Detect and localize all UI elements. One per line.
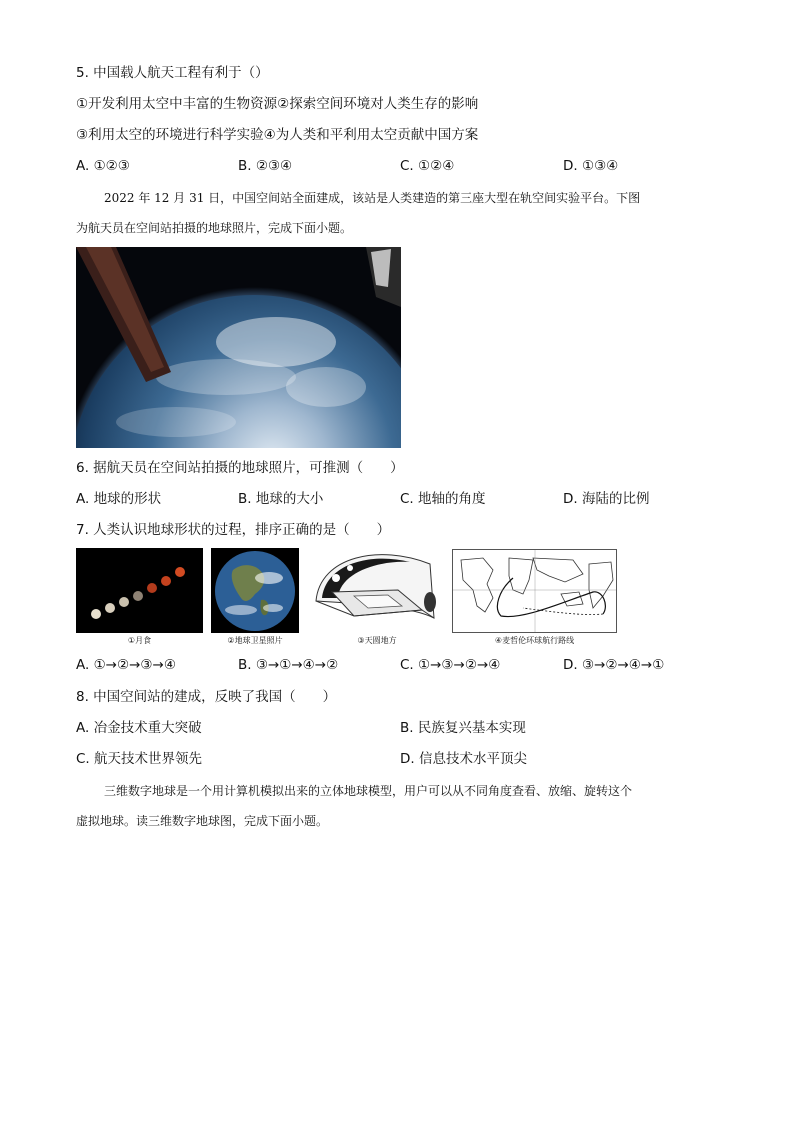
intro2-line-1: 三维数字地球是一个用计算机模拟出来的立体地球模型，用户可以从不同角度查看、放缩、旋转这个 bbox=[104, 784, 633, 798]
q5-statement-line-1: ①开发利用太空中丰富的生物资源②探索空间环境对人类生存的影响 bbox=[76, 96, 479, 112]
q7-stem: 7. 人类认识地球形状的过程，排序正确的是（ ） bbox=[76, 522, 391, 538]
q5-option-d: D. ①③④ bbox=[563, 158, 619, 174]
q8-stem: 8. 中国空间站的建成，反映了我国（ ） bbox=[76, 689, 337, 705]
q7-option-c: C. ①→③→②→④ bbox=[400, 657, 501, 673]
intro1-line-1: 2022 年 12 月 31 日，中国空间站全面建成，该站是人类建造的第三座大型在轨空间实验平台。下图 bbox=[104, 191, 641, 205]
q5-stem: 5. 中国载人航天工程有利于（） bbox=[76, 65, 269, 81]
round-sky-square-earth-illustration bbox=[310, 546, 444, 634]
earth-photo-from-space-station bbox=[76, 247, 401, 448]
q8-option-d: D. 信息技术水平顶尖 bbox=[400, 751, 527, 767]
q7-option-d: D. ③→②→④→① bbox=[563, 657, 665, 673]
magellan-route-map bbox=[452, 549, 617, 633]
q8-option-c: C. 航天技术世界领先 bbox=[76, 751, 203, 767]
q8-option-a: A. 冶金技术重大突破 bbox=[76, 720, 202, 736]
q6-option-d: D. 海陆的比例 bbox=[563, 491, 650, 507]
q5-option-c: C. ①②④ bbox=[400, 158, 455, 174]
earth-satellite-photo bbox=[211, 548, 299, 633]
q8-option-b: B. 民族复兴基本实现 bbox=[400, 720, 526, 736]
q5-option-a: A. ①②③ bbox=[76, 158, 130, 174]
intro1-line-2: 为航天员在空间站拍摄的地球照片，完成下面小题。 bbox=[76, 221, 353, 235]
q6-option-c: C. 地轴的角度 bbox=[400, 491, 486, 507]
intro2-line-2: 虚拟地球。读三维数字地球图，完成下面小题。 bbox=[76, 814, 329, 828]
q5-option-b: B. ②③④ bbox=[238, 158, 293, 174]
q6-option-a: A. 地球的形状 bbox=[76, 491, 162, 507]
lunar-eclipse-photo bbox=[76, 548, 203, 633]
q5-statement-line-2: ③利用太空的环境进行科学实验④为人类和平利用太空贡献中国方案 bbox=[76, 127, 479, 143]
q6-stem: 6. 据航天员在空间站拍摄的地球照片，可推测（ ） bbox=[76, 460, 404, 476]
caption-magellan-route: ④麦哲伦环球航行路线 bbox=[494, 636, 575, 645]
caption-earth-satellite-photo: ②地球卫星照片 bbox=[227, 636, 283, 645]
q7-option-a: A. ①→②→③→④ bbox=[76, 657, 176, 673]
caption-lunar-eclipse: ①月食 bbox=[127, 636, 152, 645]
q6-option-b: B. 地球的大小 bbox=[238, 491, 324, 507]
caption-round-sky-square-earth: ③天圆地方 bbox=[357, 636, 397, 645]
q7-option-b: B. ③→①→④→② bbox=[238, 657, 339, 673]
